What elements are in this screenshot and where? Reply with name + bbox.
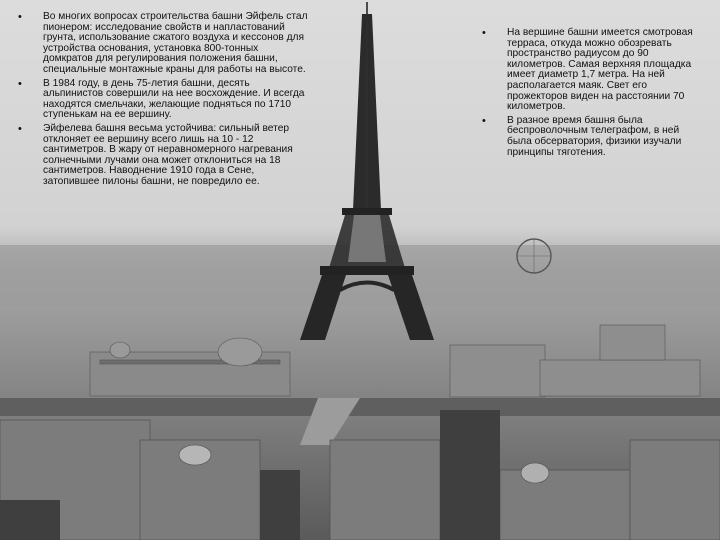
left-column bbox=[18, 12, 308, 191]
left-bullet-list bbox=[18, 12, 308, 188]
bullet-text: В разное время башня была беспроволочным телеграфом, в ней была обсерватория, физики изучали принципы тяготения. bbox=[507, 114, 682, 158]
bullet-text: Во многих вопросах строительства башни Эйфель стал пионером: исследование свойств и напластований грунта, использование сжатого воздуха и кессонов для устройства основания, установка 800-тонных домкратов для регулирования положения башни, специальные монтажные краны для работы на высоте. bbox=[43, 11, 308, 75]
list-item bbox=[482, 28, 704, 113]
bullet-text: В 1984 году, в день 75-летия башни, десять альпинистов совершили на нее восхождение. И всегда находятся смельчаки, желающие подняться по 1710 ступенькам на ее вершину. bbox=[43, 77, 305, 121]
bullet-icon: • bbox=[18, 122, 22, 135]
bullet-text: Эйфелева башня весьма устойчива: сильный ветер отклоняет ее вершину всего лишь на 10 - 12 сантиметров. В жару от неравномерного нагревания солнечными лучами она может отклониться на 18 сантиметров. Наводнение 1910 года в Сене, затопившее пилоны башни, не повредило ее. bbox=[43, 122, 293, 187]
list-item bbox=[482, 116, 704, 158]
right-bullet-list bbox=[482, 28, 704, 158]
river bbox=[0, 398, 720, 416]
list-item bbox=[18, 12, 308, 76]
right-column bbox=[482, 28, 704, 161]
bullet-icon: • bbox=[18, 77, 22, 90]
bullet-icon: • bbox=[482, 114, 486, 127]
bullet-icon: • bbox=[482, 27, 486, 39]
list-item bbox=[18, 79, 308, 121]
bullet-text: На вершине башни имеется смотровая терраса, откуда можно обозревать пространство радиусом до 90 километров. Самая верхняя площадка имеет диаметр 1,7 метра. На ней располагается маяк. Свет его прожекторов виден на расстоянии 70 километров. bbox=[507, 27, 693, 113]
list-item bbox=[18, 124, 308, 188]
bullet-icon: • bbox=[18, 11, 22, 23]
